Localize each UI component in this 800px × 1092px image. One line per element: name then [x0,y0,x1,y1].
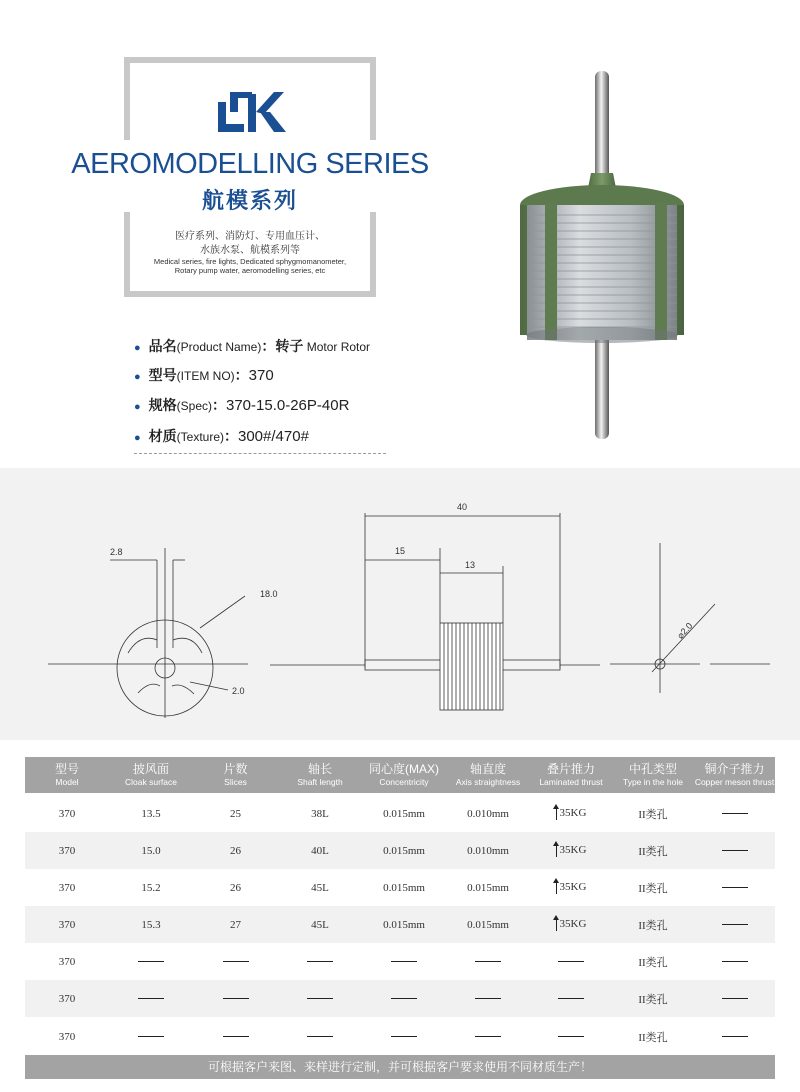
series-title-en: AEROMODELLING SERIES [71,148,429,180]
table-cell [109,919,193,931]
bullet-icon: ● [134,342,141,354]
table-cell-value [558,961,584,962]
table-cell [109,808,193,820]
table-cell-value: 45L [311,918,329,931]
table-cell [530,881,612,894]
table-cell-value: 370 [58,807,76,820]
table-cell [278,808,362,820]
dim-hole: ⌀2.0 [675,620,695,641]
table-row [25,906,775,943]
table-cell [694,882,775,894]
table-cell [193,808,278,820]
series-desc-en-2: Rotary pump water, aeromodelling series, etc [174,266,326,275]
col-copper-meson-thrust: 铜介子推力 Copper meson thrust [694,762,775,787]
table-cell [446,919,530,931]
table-cell [446,956,530,968]
table-cell [612,1029,694,1045]
table-cell [193,845,278,857]
thrust-arrow-icon [556,881,557,894]
table-row [25,832,775,869]
table-cell-value: 370 [58,918,76,931]
table-cell [362,956,446,968]
col-model: 型号 Model [54,762,79,787]
header-frame-bottom [124,291,376,297]
table-cell [612,917,694,933]
table-cell [530,807,612,820]
table-row [25,795,775,832]
thrust-arrow-icon [556,918,557,931]
table-cell [362,882,446,894]
dim-shaft-width: 2.8 [110,547,123,557]
table-cell [446,808,530,820]
table-cell-value: 15.3 [141,918,161,931]
table-cell [694,956,775,968]
table-cell-value: II类孔 [638,882,668,895]
table-cell-value: 370 [58,992,76,1005]
table-cell [530,993,612,1005]
table-cell-value: 0.015mm [383,844,425,857]
table-cell-value [475,961,501,962]
dim-outer-diameter: 18.0 [260,589,278,599]
table-cell-value [722,887,748,888]
table-cell-value [223,998,249,999]
table-cell [612,954,694,970]
table-cell-value: 45L [311,881,329,894]
table-cell [446,1031,530,1043]
table-cell [530,1031,612,1043]
table-cell [278,845,362,857]
table-cell-value: II类孔 [638,919,668,932]
table-cell [193,919,278,931]
table-cell-value: 0.010mm [467,807,509,820]
table-cell-value: 27 [230,918,241,931]
table-cell [109,1031,193,1043]
spec-product-name: ● 品名(Product Name)：转子 Motor Rotor [134,338,371,354]
table-cell-value [558,998,584,999]
table-cell-value [223,961,249,962]
table-cell-value [138,961,164,962]
table-cell-value: II类孔 [638,993,668,1006]
table-cell [694,845,775,857]
table-cell-value: 15.2 [141,881,161,894]
table-cell [25,956,109,968]
table-cell [193,956,278,968]
spec-divider [134,453,386,454]
spec-spec: ● 规格(Spec)：370-15.0-26P-40R [134,397,350,414]
technical-drawing [0,468,800,740]
table-cell [25,845,109,857]
table-cell [193,1031,278,1043]
col-concentricity: 同心度(MAX) Concentricity [369,762,439,787]
table-cell [25,808,109,820]
table-cell-value: 26 [230,844,241,857]
col-hole-type: 中孔类型 Type in the hole [622,762,683,787]
table-cell-value [722,813,748,814]
table-cell-value: 370 [58,1030,76,1043]
table-cell-value [138,998,164,999]
spec-item-no: ● 型号(ITEM NO)：370 [134,367,274,384]
table-cell [446,993,530,1005]
table-cell [694,1031,775,1043]
thrust-arrow-icon [556,844,557,857]
table-cell-value [307,998,333,999]
table-cell [25,1031,109,1043]
table-cell [446,845,530,857]
table-cell [694,919,775,931]
table-cell-value: 0.015mm [383,807,425,820]
table-cell-value [223,1036,249,1037]
bullet-icon: ● [134,432,141,444]
table-cell-value [307,961,333,962]
table-cell [25,882,109,894]
table-cell-value: II类孔 [638,1031,668,1044]
table-cell-value: 370 [58,955,76,968]
table-cell [109,845,193,857]
table-cell [193,882,278,894]
table-row [25,943,775,980]
series-desc-cn-1: 医疗系列、消防灯、专用血压计、 [175,231,325,242]
table-cell-value: 40L [311,844,329,857]
table-cell-value [722,924,748,925]
series-desc-en-1: Medical series, fire lights, Dedicated sphygmomanometer, [153,257,347,266]
series-title-cn: 航模系列 [201,188,298,213]
spec-table-header [25,757,775,793]
table-cell-value [722,1036,748,1037]
table-cell [694,808,775,820]
table-row [25,869,775,906]
col-cloak-surface: 披风面 Cloak surface [125,762,177,787]
table-cell [278,1031,362,1043]
table-cell-value [558,1036,584,1037]
spec-texture: ● 材质(Texture)：300#/470# [134,428,309,445]
table-cell [362,845,446,857]
table-cell [278,993,362,1005]
bullet-icon: ● [134,401,141,413]
table-cell [362,993,446,1005]
dim-inner: 2.0 [232,686,245,696]
table-cell [362,919,446,931]
thrust-arrow-icon [556,807,557,820]
dim-stack: 13 [465,560,476,570]
table-cell-value: II类孔 [638,956,668,969]
table-cell-value: 0.015mm [383,918,425,931]
table-cell [193,993,278,1005]
table-cell [278,882,362,894]
table-cell-value [391,1036,417,1037]
table-cell-value [475,998,501,999]
table-cell-value: 26 [230,881,241,894]
table-cell-value [391,961,417,962]
table-cell-value [307,1036,333,1037]
table-cell [694,993,775,1005]
table-cell-value: 0.015mm [467,918,509,931]
table-cell [612,991,694,1007]
table-cell [109,882,193,894]
technical-drawing-panel [0,468,800,740]
table-cell [612,843,694,859]
table-cell [109,993,193,1005]
brand-logo [212,88,288,136]
table-row [25,1018,775,1055]
bullet-icon: ● [134,371,141,383]
table-cell-value: 0.015mm [383,881,425,894]
table-cell-value: 35KG [559,918,587,931]
series-desc-cn-2: 水族水泵、航模系列等 [200,245,300,256]
table-cell [25,993,109,1005]
table-cell-value [475,1036,501,1037]
table-row [25,980,775,1017]
table-cell-value: 35KG [559,807,587,820]
table-cell [109,956,193,968]
table-cell-value: 0.010mm [467,844,509,857]
table-cell-value [722,961,748,962]
table-cell [612,880,694,896]
table-cell [362,808,446,820]
rotor-product-image [505,65,705,445]
table-cell-value: II类孔 [638,845,668,858]
table-cell [530,844,612,857]
table-cell [278,956,362,968]
table-cell-value [391,998,417,999]
table-cell-value [722,998,748,999]
table-cell [612,806,694,822]
table-cell [278,919,362,931]
table-cell [530,956,612,968]
table-cell-value: 0.015mm [467,881,509,894]
col-laminated-thrust: 叠片推力 Laminated thrust [539,762,603,787]
dim-total-length: 40 [457,502,468,512]
table-cell [446,882,530,894]
table-cell-value: 15.0 [141,844,161,857]
table-cell-value: 38L [311,807,329,820]
table-cell-value [138,1036,164,1037]
table-cell-value: II类孔 [638,808,668,821]
col-shaft-length: 轴长 Shaft length [297,762,343,787]
table-cell-value: 13.5 [141,807,161,820]
col-slices: 片数 Slices [223,762,248,787]
table-cell [530,918,612,931]
dim-offset: 15 [395,546,406,556]
table-cell [362,1031,446,1043]
table-cell-value: 370 [58,881,76,894]
table-cell-value: 35KG [559,844,587,857]
table-cell-value: 35KG [559,881,587,894]
col-axis-straightness: 轴直度 Axis straightness [455,762,521,787]
footer-note: 可根据客户来图、来样进行定制，并可根据客户要求使用不同材质生产！ [25,1055,775,1079]
table-cell-value: 370 [58,844,76,857]
table-cell-value [722,850,748,851]
table-cell-value: 25 [230,807,241,820]
table-cell [25,919,109,931]
